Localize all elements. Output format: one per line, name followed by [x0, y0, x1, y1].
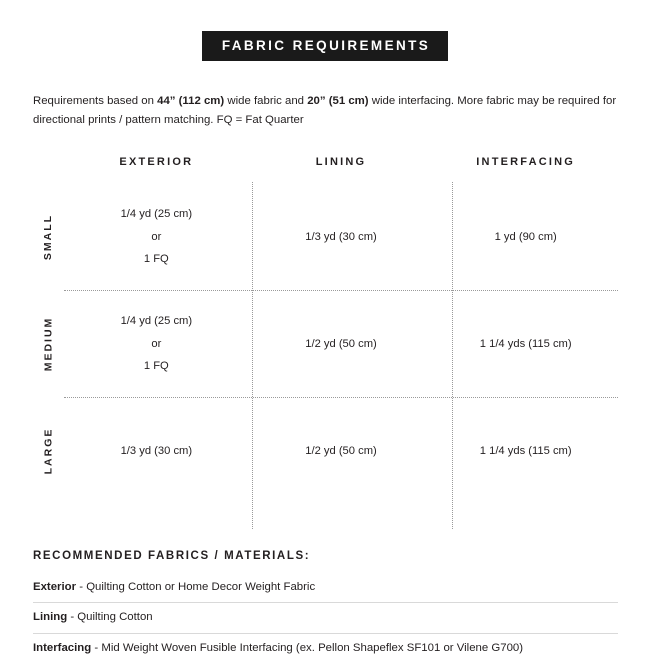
cell-small-interfacing — [433, 184, 618, 290]
cell-large-lining — [249, 398, 434, 504]
recommended-item-separator: - — [91, 641, 102, 654]
row-label-large — [33, 398, 64, 504]
cell-medium-lining — [249, 291, 434, 397]
intro-part-2: wide fabric and — [224, 95, 308, 107]
requirements-table — [33, 152, 618, 504]
cell-line: 1 yd (90 cm) — [494, 230, 557, 243]
cell-line: 1 FQ — [143, 253, 169, 266]
column-header-lining-label: LINING — [315, 156, 367, 168]
recommended-item-separator: - — [76, 581, 87, 593]
cell-line: or — [151, 337, 162, 350]
intro-bold-fabric-width: 44” (112 cm) — [157, 95, 225, 107]
recommended-item-label: Interfacing — [33, 641, 92, 654]
intro-bold-interfacing-width: 20” (51 cm) — [307, 95, 369, 107]
list-item — [33, 582, 618, 603]
cell-line: 1 1/4 yds (115 cm) — [479, 337, 572, 350]
list-item — [33, 643, 618, 663]
table-row — [33, 398, 618, 504]
row-label-small-text: SMALL — [42, 213, 55, 261]
row-label-medium-text: MEDIUM — [42, 316, 55, 372]
cell-medium-interfacing — [433, 291, 618, 397]
recommended-item-text: Mid Weight Woven Fusible Interfacing (ex. Pellon Shapeflex SF101 or Vilene G700) — [101, 641, 524, 654]
cell-line: 1/2 yd (50 cm) — [305, 444, 377, 457]
page-title-container — [0, 31, 650, 61]
table-row — [33, 184, 618, 290]
column-header-lining — [249, 152, 434, 170]
list-item — [33, 612, 618, 633]
recommended-item-separator: - — [67, 611, 78, 624]
intro-part-1: Requirements based on — [33, 95, 158, 107]
cell-line: 1/4 yd (25 cm) — [120, 208, 193, 221]
cell-large-interfacing — [433, 398, 618, 504]
intro-paragraph — [33, 92, 618, 130]
cell-line: 1/3 yd (30 cm) — [305, 230, 377, 243]
recommended-fabrics-heading: RECOMMENDED FABRICS / MATERIALS: — [33, 550, 311, 562]
cell-small-exterior — [64, 184, 249, 290]
column-header-exterior-label: EXTERIOR — [119, 156, 194, 168]
recommended-fabrics-list — [33, 582, 618, 672]
cell-line: 1/3 yd (30 cm) — [120, 444, 193, 457]
cell-line: 1 FQ — [143, 360, 169, 373]
cell-line: 1 1/4 yds (115 cm) — [479, 444, 572, 457]
row-label-large-text: LARGE — [42, 427, 55, 475]
page-title: FABRIC REQUIREMENTS — [202, 31, 448, 61]
cell-line: 1/2 yd (50 cm) — [305, 337, 377, 350]
recommended-item-label: Exterior — [33, 581, 77, 593]
column-header-interfacing — [433, 152, 618, 170]
recommended-item-text: Quilting Cotton — [77, 611, 153, 624]
recommended-item-label: Lining — [33, 611, 68, 624]
column-header-interfacing-label: INTERFACING — [476, 156, 576, 168]
cell-small-lining — [249, 184, 434, 290]
cell-large-exterior — [64, 398, 249, 504]
table-header-row — [33, 152, 618, 184]
recommended-item-text: Quilting Cotton or Home Decor Weight Fabric — [86, 581, 316, 593]
cell-line: or — [151, 230, 162, 243]
intro-part-3: wide interfacing. More fabric may be required for directional prints / pattern matching. FQ = Fat Quarter — [33, 95, 617, 126]
cell-medium-exterior — [64, 291, 249, 397]
table-row — [33, 291, 618, 397]
row-label-medium — [33, 291, 64, 397]
cell-line: 1/4 yd (25 cm) — [120, 315, 193, 328]
row-label-small — [33, 184, 64, 290]
column-header-exterior — [64, 152, 249, 170]
